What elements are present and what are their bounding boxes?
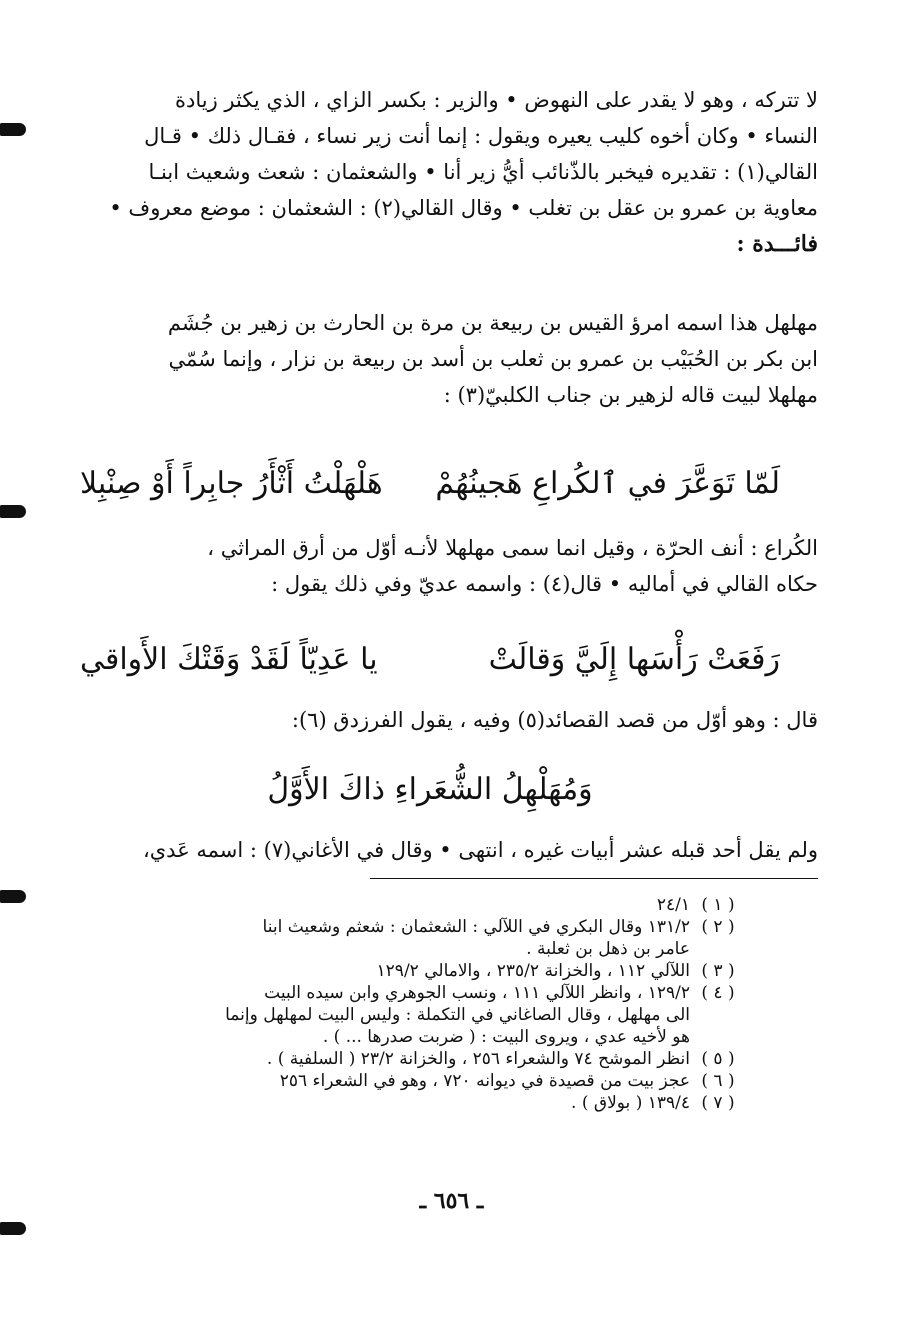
text-line: النساء • وكان أخوه كليب يعيره ويقول : إنما أنت زير نساء ، فقـال ذلك • قـال bbox=[144, 124, 818, 148]
scan-edge-mark bbox=[0, 123, 26, 136]
paragraph-intro bbox=[60, 82, 818, 262]
footnote-text: اللآلي ١١٢ ، والخزانة ٢٣٥/٢ ، والامالي ١٢٩/٢ bbox=[376, 961, 690, 981]
text-line: معاوية بن عمرو بن عقل بن تغلب • وقال القالي(٢) : الشعثمان : موضع معروف • bbox=[109, 196, 818, 220]
footnote-number: ( ٤ ) bbox=[701, 983, 735, 1003]
verse-hemistich-left: هَلْهَلْتُ أَثْأَرُ جابِراً أَوْ صِنْبِلا bbox=[80, 466, 383, 501]
footnote bbox=[66, 916, 746, 960]
footnote-text: هو لأخيه عدي ، ويروى البيت : ( ضربت صدرها ... ) . bbox=[322, 1027, 690, 1047]
paragraph-muhalhil bbox=[60, 305, 818, 413]
footnote-number: ( ٦ ) bbox=[701, 1071, 735, 1091]
footnote-divider bbox=[370, 878, 818, 879]
text-line: مهلهل هذا اسمه امرؤ القيس بن ربيعة بن مرة بن الحارث بن زهير بن جُشَم bbox=[167, 311, 818, 335]
footnote bbox=[66, 1092, 746, 1114]
text-line: مهلهلا لبيت قاله لزهير بن جناب الكلبيّ(٣) : bbox=[443, 383, 818, 407]
verse-2 bbox=[80, 638, 780, 682]
footnote bbox=[66, 982, 746, 1048]
verse-hemistich-left: يا عَدِيّاً لَقَدْ وَقَتْكَ الأَواقي bbox=[80, 642, 378, 677]
paragraph-farazdaq bbox=[60, 702, 818, 738]
footnote bbox=[66, 1070, 746, 1092]
footnote bbox=[66, 960, 746, 982]
footnote bbox=[66, 894, 746, 916]
text-line: الكُراع : أنف الحرّة ، وقيل انما سمى مهلهلا لأنـه أوّل من أرق المراثي ، bbox=[207, 536, 818, 560]
text-line: ابن بكر بن الحُبَيْب بن عمرو بن ثعلب بن أسد بن ربيعة بن نزار ، وإنما سُمّي bbox=[168, 347, 818, 371]
footnote-number: ( ١ ) bbox=[701, 895, 735, 915]
footnote-text: ١٣١/٢ وقال البكري في اللآلي : الشعثمان : شعثم وشعيث ابنا bbox=[262, 917, 690, 937]
footnote-number: ( ٧ ) bbox=[701, 1093, 735, 1113]
footnotes bbox=[66, 894, 746, 1114]
footnote-text: ١٢٩/٢ ، وانظر اللآلي ١١١ ، ونسب الجوهري وابن سيده البيت bbox=[264, 983, 690, 1003]
footnote-number: ( ٣ ) bbox=[701, 961, 735, 981]
text-line: القالي(١) : تقديره فيخبر بالذّنائب أيُّ زير أنا • والشعثمان : شعث وشعيث ابنـا bbox=[148, 160, 818, 184]
verse-hemistich-right: رَفَعَتْ رَأْسَها إِلَيَّ وَقالَتْ bbox=[488, 642, 780, 677]
footnote-text: الى مهلهل ، وقال الصاغاني في التكملة : وليس البيت لمهلهل وإنما bbox=[225, 1005, 690, 1025]
page-number: ـ ٦٥٦ ـ bbox=[419, 1188, 484, 1214]
text-line: حكاه القالي في أماليه • قال(٤) : واسمه عديّ وفي ذلك يقول : bbox=[271, 572, 818, 596]
footnote-text: ٢٤/١ bbox=[656, 895, 690, 915]
scan-edge-mark bbox=[0, 890, 26, 903]
section-heading: فائـــدة : bbox=[736, 231, 818, 257]
verse-3: وَمُهَلْهِلُ الشُّعَراءِ ذاكَ الأَوَّلُ bbox=[267, 772, 593, 807]
footnote-text: عجز بيت من قصيدة في ديوانه ٧٢٠ ، وهو في الشعراء ٢٥٦ bbox=[279, 1071, 690, 1091]
footnote-number: ( ٥ ) bbox=[701, 1049, 735, 1069]
footnote-text: عامر بن ذهل بن ثعلبة . bbox=[526, 939, 690, 959]
text-line: لا تتركه ، وهو لا يقدر على النهوض • والزير : بكسر الزاي ، الذي يكثر زيادة bbox=[174, 88, 818, 112]
paragraph-kura bbox=[60, 530, 818, 602]
footnote bbox=[66, 1048, 746, 1070]
text-line: قال : وهو أوّل من قصد القصائد(٥) وفيه ، يقول الفرزدق (٦): bbox=[291, 708, 818, 732]
footnote-text: ١٣٩/٤ ( بولاق ) . bbox=[571, 1093, 690, 1113]
verse-1 bbox=[80, 462, 780, 506]
footnote-text: انظر الموشح ٧٤ والشعراء ٢٥٦ ، والخزانة ٢٣/٢ ( السلفية ) . bbox=[266, 1049, 690, 1069]
scan-edge-mark bbox=[0, 505, 26, 518]
footnote-number: ( ٢ ) bbox=[701, 917, 735, 937]
text-line: ولم يقل أحد قبله عشر أبيات غيره ، انتهى • وقال في الأغاني(٧) : اسمه عَدي، bbox=[142, 838, 818, 862]
scan-edge-mark bbox=[0, 1222, 26, 1235]
paragraph-aghani bbox=[60, 832, 818, 868]
verse-hemistich-right: لَمّا تَوَعَّرَ في ٱلكُراعِ هَجينُهُمْ bbox=[435, 466, 780, 501]
